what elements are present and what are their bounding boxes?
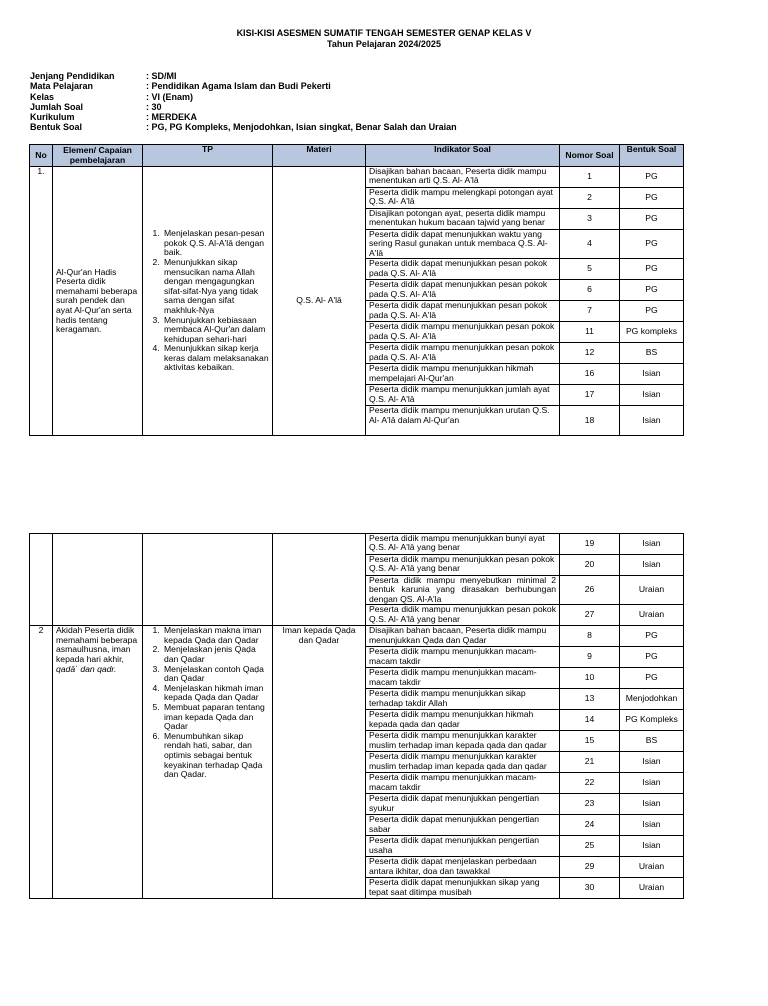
- cell-nomor: 30: [560, 878, 620, 899]
- cell-bentuk: Isian: [620, 773, 684, 794]
- cell-bentuk: BS: [620, 343, 684, 364]
- cell-nomor: 21: [560, 752, 620, 773]
- subtitle-line: Tahun Pelajaran 2024/2025: [327, 39, 441, 49]
- cell-nomor: 29: [560, 857, 620, 878]
- cell-bentuk: BS: [620, 731, 684, 752]
- cell-materi-empty: [273, 534, 366, 626]
- tp-item: 5. Membuat paparan tentang iman kepada Qaḍa dan Qadar: [162, 703, 270, 732]
- cell-indikator: Peserta didik mampu menunjukkan macam-macam takdir: [366, 773, 560, 794]
- cell-indikator: Peserta didik mampu menunjukkan karakter muslim terhadap iman kepada qada dan qadar: [366, 731, 560, 752]
- cell-no-empty: [30, 534, 53, 626]
- cell-bentuk: PG: [620, 259, 684, 280]
- cell-bentuk: Isian: [620, 815, 684, 836]
- cell-indikator: Peserta didik mampu menunjukkan karakter muslim terhadap iman kepada qada dan qadar: [366, 752, 560, 773]
- meta-value: : PG, PG Kompleks, Menjodohkan, Isian singkat, Benar Salah dan Uraian: [146, 122, 457, 133]
- cell-bentuk: PG: [620, 230, 684, 259]
- cell-nomor: 13: [560, 689, 620, 710]
- cell-indikator: Peserta didik mampu menunjukkan sikap terhadap takdir Allah: [366, 689, 560, 710]
- tp-item: 3. Menunjukkan kebiasaan membaca Al-Qur'an dalam kehidupan sehari-hari: [162, 316, 270, 345]
- cell-tp-empty: [143, 534, 273, 626]
- cell-indikator: Peserta didik dapat menunjukkan pesan pokok pada Q.S. Al- A'lā: [366, 301, 560, 322]
- cell-bentuk: Isian: [620, 555, 684, 576]
- cell-tp: [143, 167, 273, 436]
- cell-indikator: Peserta didik dapat menunjukkan waktu yang sering Rasul gunakan untuk membaca Q.S. Al- A'lā: [366, 230, 560, 259]
- cell-nomor: 20: [560, 555, 620, 576]
- elemen-text: Akidah Peserta didik memahami beberapa asmaulhusna, iman kepada hari akhir,: [56, 625, 138, 664]
- cell-nomor: 27: [560, 605, 620, 626]
- cell-nomor: 14: [560, 710, 620, 731]
- cell-nomor: 22: [560, 773, 620, 794]
- cell-bentuk: PG: [620, 647, 684, 668]
- tp-item: 1. Menjelaskan pesan-pesan pokok Q.S. Al-A'lā dengan baik.: [162, 229, 270, 258]
- cell-indikator: Peserta didik mampu menunjukkan pesan pokok Q.S. Al- A'lā yang benar: [366, 605, 560, 626]
- cell-nomor: 9: [560, 647, 620, 668]
- cell-bentuk: Isian: [620, 794, 684, 815]
- meta-value: : VI (Enam): [146, 91, 194, 102]
- meta-value: : SD/MI: [146, 71, 177, 81]
- header-materi: Materi: [273, 145, 366, 167]
- meta-label: Jumlah Soal: [30, 101, 84, 112]
- meta-label: Kelas: [30, 91, 55, 102]
- meta-row: [30, 102, 457, 112]
- meta-block: [30, 71, 457, 133]
- cell-indikator: Peserta didik mampu menunjukkan macam-macam takdir: [366, 647, 560, 668]
- cell-nomor: 10: [560, 668, 620, 689]
- header-bentuk: Bentuk Soal: [620, 145, 684, 167]
- cell-nomor: 18: [560, 406, 620, 436]
- cell-indikator: Peserta didik mampu menyebutkan minimal 2 bentuk karunia yang dirasakan berhubungan dengan QS. Al-A'la: [366, 576, 560, 605]
- cell-indikator: Peserta didik mampu melengkapi potongan ayat Q.S. Al- A'lā: [366, 188, 560, 209]
- cell-indikator: Peserta didik dapat menunjukkan pesan pokok pada Q.S. Al- A'lā: [366, 259, 560, 280]
- meta-row: [30, 71, 457, 81]
- cell-nomor: 12: [560, 343, 620, 364]
- header-nomor: Nomor Soal: [560, 145, 620, 167]
- table-row: [30, 167, 684, 188]
- cell-indikator: Peserta didik dapat menunjukkan pengertian usaha: [366, 836, 560, 857]
- meta-row: [30, 112, 457, 122]
- meta-label: Bentuk Soal: [30, 122, 83, 133]
- cell-indikator: Peserta didik dapat menunjukkan pesan pokok pada Q.S. Al- A'lā: [366, 280, 560, 301]
- meta-label: Jenjang Pendidikan: [30, 71, 115, 81]
- cell-bentuk: PG: [620, 188, 684, 209]
- cell-indikator: Peserta didik mampu menunjukkan jumlah ayat Q.S. Al- A'lā: [366, 385, 560, 406]
- table-row: [30, 626, 684, 647]
- cell-nomor: 5: [560, 259, 620, 280]
- tp-list: [145, 626, 270, 780]
- cell-bentuk: PG: [620, 167, 684, 188]
- meta-value: : Pendidikan Agama Islam dan Budi Pekerti: [146, 81, 331, 92]
- cell-indikator: Peserta didik dapat menunjukkan sikap yang tepat saat ditimpa musibah: [366, 878, 560, 899]
- cell-nomor: 24: [560, 815, 620, 836]
- header-elemen: Elemen/ Capaian pembelajaran: [53, 145, 143, 167]
- cell-bentuk: PG kompleks: [620, 322, 684, 343]
- table-header-row: [30, 145, 684, 167]
- cell-nomor: 15: [560, 731, 620, 752]
- cell-no: 2: [30, 626, 53, 899]
- cell-bentuk: Uraian: [620, 878, 684, 899]
- cell-bentuk: PG Kompleks: [620, 710, 684, 731]
- cell-indikator: Peserta didik mampu menunjukkan hikmah mempelajari Al-Qur'an: [366, 364, 560, 385]
- cell-nomor: 11: [560, 322, 620, 343]
- cell-bentuk: PG: [620, 280, 684, 301]
- meta-value: : 30: [146, 101, 162, 112]
- header-no: No: [30, 145, 53, 167]
- cell-bentuk: PG: [620, 626, 684, 647]
- cell-nomor: 25: [560, 836, 620, 857]
- cell-indikator: Disajikan bahan bacaan, Peserta didik mampu menentukan arti Q.S. Al- A'lā: [366, 167, 560, 188]
- cell-bentuk: PG: [620, 301, 684, 322]
- cell-bentuk: Menjodohkan: [620, 689, 684, 710]
- cell-nomor: 4: [560, 230, 620, 259]
- tp-item: 2. Menunjukkan sikap mensucikan nama Allah dengan mengagungkan sifat-sifat-Nya yang tidak sama dengan sifat makhluk-Nya: [162, 258, 270, 316]
- header-tp: TP: [143, 145, 273, 167]
- cell-indikator: Peserta didik mampu menunjukkan macam-macam takdir: [366, 668, 560, 689]
- document-title: [0, 28, 768, 50]
- cell-nomor: 7: [560, 301, 620, 322]
- cell-bentuk: Isian: [620, 364, 684, 385]
- header-indikator: Indikator Soal: [366, 145, 560, 167]
- cell-nomor: 23: [560, 794, 620, 815]
- kisi-table-page1: [29, 144, 684, 436]
- tp-list: [145, 229, 270, 373]
- cell-nomor: 8: [560, 626, 620, 647]
- cell-indikator: Peserta didik mampu menunjukkan pesan pokok pada Q.S. Al- A'lā: [366, 343, 560, 364]
- cell-bentuk: Uraian: [620, 605, 684, 626]
- cell-bentuk: Uraian: [620, 576, 684, 605]
- meta-value: : MERDEKA: [146, 112, 197, 123]
- tp-item: 4. Menjelaskan hikmah iman kepada Qaḍa dan Qadar: [162, 684, 270, 703]
- cell-bentuk: PG: [620, 668, 684, 689]
- tp-item: 1. Menjelaskan makna iman kepada Qaḍa dan Qadar: [162, 626, 270, 645]
- tp-item: 2. Menjelaskan jenis Qaḍa dan Qadar: [162, 645, 270, 664]
- cell-nomor: 3: [560, 209, 620, 230]
- cell-nomor: 6: [560, 280, 620, 301]
- cell-nomor: 26: [560, 576, 620, 605]
- elemen-italic-text: qadā` dan qadr.: [56, 663, 117, 674]
- cell-indikator: Peserta didik mampu menunjukkan bunyi ayat Q.S. Al- A'lā yang benar: [366, 534, 560, 555]
- meta-row: [30, 81, 457, 91]
- cell-bentuk: Isian: [620, 534, 684, 555]
- cell-nomor: 1: [560, 167, 620, 188]
- cell-materi: Q.S. Al- A'lā: [273, 167, 366, 436]
- cell-indikator: Peserta didik mampu menunjukkan urutan Q.S. Al- A'lā dalam Al-Qur'an: [366, 406, 560, 436]
- cell-indikator: Peserta didik mampu menunjukkan pesan pokok Q.S. Al- A'lā yang benar: [366, 555, 560, 576]
- meta-label: Kurikulum: [30, 112, 75, 123]
- cell-indikator: Peserta didik dapat menjelaskan perbedaan antara ikhitar, doa dan tawakkal: [366, 857, 560, 878]
- title-line: KISI-KISI ASESMEN SUMATIF TENGAH SEMESTER GENAP KELAS V: [236, 28, 532, 38]
- tp-item: 3. Menjelaskan contoh Qaḍa dan Qadar: [162, 665, 270, 684]
- cell-bentuk: Uraian: [620, 857, 684, 878]
- cell-elemen: [53, 626, 143, 899]
- tp-item: 4. Menunjukkan sikap kerja keras dalam melaksanakan aktivitas kebaikan.: [162, 344, 270, 373]
- cell-bentuk: Isian: [620, 752, 684, 773]
- tp-item: 6. Menumbuhkan sikap rendah hati, sabar, dan optimis sebagai bentuk keyakinan terhadap Qaḍa dan Qadar.: [162, 732, 270, 780]
- cell-tp: [143, 626, 273, 899]
- cell-materi: Iman kepada Qaḍa dan Qadar: [273, 626, 366, 899]
- meta-row: [30, 92, 457, 102]
- cell-indikator: Peserta didik mampu menunjukkan hikmah kepada qada dan qadar: [366, 710, 560, 731]
- meta-label: Mata Pelajaran: [30, 81, 94, 92]
- cell-nomor: 2: [560, 188, 620, 209]
- cell-indikator: Peserta didik mampu menunjukkan pesan pokok pada Q.S. Al- A'lā: [366, 322, 560, 343]
- cell-indikator: Disajikan bahan bacaan, Peserta didik mampu menunjukkan Qaḍa dan Qadar: [366, 626, 560, 647]
- cell-bentuk: Isian: [620, 406, 684, 436]
- cell-nomor: 16: [560, 364, 620, 385]
- cell-indikator: Peserta didik dapat menunjukkan pengertian syukur: [366, 794, 560, 815]
- table-row: [30, 534, 684, 555]
- cell-nomor: 19: [560, 534, 620, 555]
- cell-indikator: Disajikan potongan ayat, peserta didik mampu menentukan hukum bacaan tajwid yang benar: [366, 209, 560, 230]
- cell-indikator: Peserta didik dapat menunjukkan pengertian sabar: [366, 815, 560, 836]
- cell-elemen: Al-Qur'an Hadis Peserta didik memahami beberapa surah pendek dan ayat Al-Qur'an serta hadis tentang keragaman.: [53, 167, 143, 436]
- cell-nomor: 17: [560, 385, 620, 406]
- meta-row: [30, 122, 457, 132]
- kisi-table-page2: [29, 533, 684, 899]
- cell-bentuk: PG: [620, 209, 684, 230]
- cell-elemen-empty: [53, 534, 143, 626]
- cell-no: 1.: [30, 167, 53, 436]
- cell-bentuk: Isian: [620, 385, 684, 406]
- cell-bentuk: Isian: [620, 836, 684, 857]
